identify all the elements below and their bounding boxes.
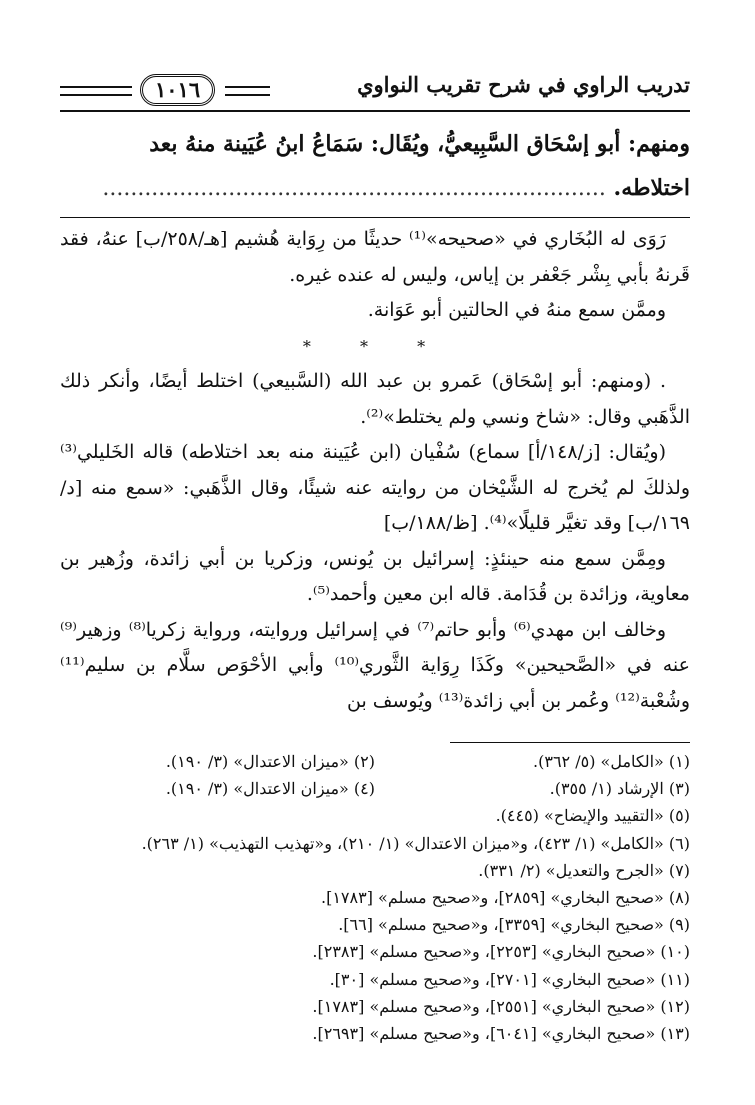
footnote-row bbox=[60, 775, 690, 802]
matn-text bbox=[60, 122, 690, 211]
footnote-13: (١٣) «صحيح البخاري» [٦٠٤١]، و«صحيح مسلم» [٢٦٩٣]. bbox=[312, 1024, 690, 1044]
footnote-11: (١١) «صحيح البخاري» [٢٧٠١]، و«صحيح مسلم» [٣٠]. bbox=[329, 969, 690, 989]
footnote-6: (٦) «الكامل» (١/ ٤٢٣)، و«ميزان الاعتدال» (١/ ٢١٠)، و«تهذيب التهذيب» (١/ ٢٦٣). bbox=[141, 833, 690, 853]
footnote-row bbox=[60, 748, 690, 775]
header-ornament-left bbox=[60, 86, 132, 96]
footnote-10: (١٠) «صحيح البخاري» [٢٢٥٣]، و«صحيح مسلم» [٢٣٨٣]. bbox=[312, 942, 690, 962]
footnote-4: (٤) «ميزان الاعتدال» (٣/ ١٩٠). bbox=[165, 779, 375, 799]
footnote-5: (٥) «التقييد والإيضاح» (٤٤٥). bbox=[495, 806, 690, 826]
matn-dots: ........................................................................ bbox=[102, 176, 606, 201]
matn-separator bbox=[60, 217, 690, 218]
footnote-8: (٨) «صحيح البخاري» [٢٨٥٩]، و«صحيح مسلم» [١٧٨٣]. bbox=[321, 888, 690, 908]
footnote-7: (٧) «الجرح والتعديل» (٢/ ٣٣١). bbox=[478, 860, 690, 880]
paragraph-3: . (ومنهم: أبو إسْحَاق) عَمرو بن عبد الله (السَّبيعي) اختلط أيضًا، وأنكر ذلك الذَّهَبي وقال: «شاخ ونسي ولم يختلط»⁽²⁾. bbox=[60, 370, 690, 428]
footnote-12: (١٢) «صحيح البخاري» [٢٥٥١]، و«صحيح مسلم» [١٧٨٣]. bbox=[312, 996, 690, 1016]
footnotes bbox=[60, 748, 690, 1047]
paragraph-6: وخالف ابن مهدي⁽⁶⁾ وأبو حاتم⁽⁷⁾ في إسرائيل وروايته، ورواية زكريا⁽⁸⁾ وزهير⁽⁹⁾ عنه في «الصَّحيحين» وكَذَا رِوَاية الثَّوري⁽¹⁰⁾ وأبي الأحْوَص سلَّام بن سليم⁽¹¹⁾ وشُعْبة⁽¹²⁾ وعُمر بن أبي زائدة⁽¹³⁾ ويُوسف بن bbox=[60, 618, 690, 712]
footnote-1: (١) «الكامل» (٥/ ٣٦٢). bbox=[533, 752, 690, 771]
matn-line-2 bbox=[60, 166, 690, 211]
running-header bbox=[60, 68, 690, 108]
paragraph-4: (ويُقال: [ز/١٤٨/أ] سماع) سُفْيان (ابن عُيَينة منه بعد اختلاطه) قاله الخَليلي⁽³⁾ ولذلكَ لم يُخرج له الشَّيْخان من روايته عنه شيئًا، وقال الذَّهَبي: «سمع منه [د/١٦٩/ب] وقد تغيَّر قليلًا»⁽⁴⁾. [ظ/١٨٨/ب] bbox=[60, 441, 690, 534]
footnote-rule bbox=[450, 742, 690, 743]
header-rule bbox=[60, 110, 690, 112]
matn-line-2-text: اختلاطه. bbox=[613, 175, 690, 201]
paragraph-2: وممَّن سمع منهُ في الحالتين أبو عَوَانة. bbox=[367, 299, 666, 321]
footnote-2: (٢) «ميزان الاعتدال» (٣/ ١٩٠). bbox=[165, 752, 375, 771]
commentary-body bbox=[60, 222, 690, 719]
paragraph-5: ومِمَّن سمع منه حينئذٍ: إسرائيل بن يُونس، وزكريا بن أبي زائدة، وزُهير بن معاوية، وزائدة بن قُدَامة. قاله ابن معين وأحمد⁽⁵⁾. bbox=[60, 547, 690, 605]
paragraph-1: رَوَى له البُخَاري في «صحيحه»⁽¹⁾ حديثًا من رِوَاية هُشيم [هـ/٢٥٨/ب] عنهُ، فقد قَرنهُ بأبي بِشْر جَعْفر بن إياس، وليس له عنده غيره. bbox=[60, 228, 690, 286]
page-number: ١٠١٦ bbox=[140, 74, 215, 106]
header-ornament-mid bbox=[225, 86, 270, 96]
book-title: تدريب الراوي في شرح تقريب النواوي bbox=[357, 72, 690, 97]
footnote-9: (٩) «صحيح البخاري» [٣٣٥٩]، و«صحيح مسلم» [٦٦]. bbox=[338, 915, 690, 935]
footnote-3: (٣) الإرشاد (١/ ٣٥٥). bbox=[549, 779, 690, 799]
section-stars: * * * bbox=[302, 336, 448, 356]
matn-line-1: ومنهم: أبو إسْحَاق السَّبِيعيُّ، ويُقَال: سَمَاعُ ابنُ عُيَينة منهُ بعد bbox=[149, 131, 690, 157]
